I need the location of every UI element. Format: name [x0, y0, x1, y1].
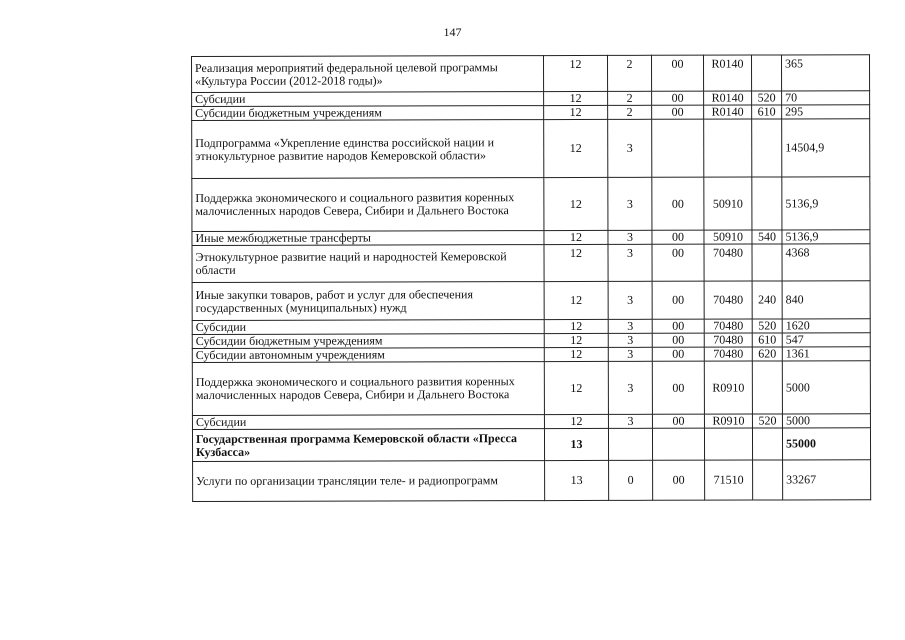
target-code: 71510 [705, 460, 753, 500]
row-name: Подпрограмма «Укрепление единства российской нации и этнокультурное развитие народов Кемеровской области» [192, 120, 544, 179]
table-row [192, 119, 870, 179]
section-code: 12 [544, 230, 608, 244]
amount: 4368 [782, 244, 870, 281]
row-name: Реализация мероприятий федеральной целевой программы «Культура России (2012-2018 годы)» [192, 56, 544, 93]
amount: 55000 [782, 428, 870, 460]
table-row [192, 230, 870, 246]
program-code: 00 [653, 460, 705, 500]
row-name: Субсидии [192, 320, 544, 335]
section-code: 12 [544, 347, 608, 361]
subsection-code: 3 [608, 347, 652, 361]
target-code: 70480 [704, 347, 752, 361]
target-code: 70480 [704, 244, 752, 281]
target-code: R0140 [704, 105, 752, 119]
row-name: Субсидии [192, 92, 544, 107]
expense-type-code [752, 119, 782, 177]
section-code: 12 [544, 55, 608, 91]
table-row [192, 55, 870, 93]
section-code: 13 [545, 460, 609, 500]
section-code: 12 [544, 91, 608, 105]
page-number: 147 [443, 25, 462, 39]
expense-type-code: 520 [752, 414, 782, 428]
subsection-code: 3 [608, 414, 652, 428]
target-code: 70480 [704, 281, 752, 319]
amount: 5136,9 [782, 230, 870, 244]
expense-type-code [751, 55, 781, 91]
expense-type-code: 520 [752, 91, 782, 105]
table-row [192, 347, 870, 363]
target-code: 50910 [704, 177, 752, 230]
table-row [192, 244, 870, 283]
subsection-code: 3 [608, 244, 652, 281]
row-name: Иные закупки товаров, работ и услуг для обеспечения государственных (муниципальных) нужд [192, 282, 544, 321]
expense-type-code [753, 460, 783, 500]
subsection-code: 0 [609, 460, 653, 500]
amount: 5000 [782, 414, 870, 428]
target-code: 70480 [704, 333, 752, 347]
row-name: Субсидии [192, 415, 544, 430]
target-code: R0140 [704, 91, 752, 105]
program-code: 00 [651, 55, 703, 91]
program-code: 00 [652, 281, 704, 319]
expense-type-code: 240 [752, 281, 782, 319]
expense-type-code: 620 [752, 347, 782, 361]
amount: 295 [782, 105, 870, 119]
budget-table [191, 54, 871, 502]
amount: 1620 [782, 319, 870, 333]
section-code: 12 [544, 361, 608, 414]
program-code [652, 119, 704, 177]
expense-type-code [752, 244, 782, 281]
expense-type-code [752, 361, 782, 414]
section-code: 12 [544, 414, 608, 428]
program-code: 00 [652, 361, 704, 414]
program-code: 00 [652, 244, 704, 281]
section-code: 12 [544, 105, 608, 119]
table-row [193, 460, 871, 502]
amount: 70 [782, 91, 870, 105]
table-row [192, 414, 870, 430]
program-code [652, 428, 704, 460]
program-code: 00 [652, 177, 704, 230]
expense-type-code [752, 428, 782, 460]
row-name: Государственная программа Кемеровской области «Пресса Кузбасса» [192, 429, 544, 462]
subsection-code: 2 [608, 105, 652, 119]
subsection-code: 2 [608, 91, 652, 105]
target-code: R0910 [704, 361, 752, 414]
row-name: Поддержка экономического и социального развития коренных малочисленных народов Севера, Сибири и Дальнего Востока [192, 362, 544, 416]
row-name: Иные межбюджетные трансферты [192, 231, 544, 246]
target-code: 70480 [704, 319, 752, 333]
subsection-code: 3 [608, 281, 652, 319]
program-code: 00 [652, 333, 704, 347]
table-row [192, 361, 870, 416]
table-row [192, 281, 870, 321]
amount: 5136,9 [782, 177, 870, 230]
amount: 1361 [782, 347, 870, 361]
section-code: 12 [544, 177, 608, 230]
subsection-code [608, 428, 652, 460]
expense-type-code: 520 [752, 319, 782, 333]
expense-type-code: 610 [752, 105, 782, 119]
table-row [192, 105, 870, 121]
table-row [192, 177, 870, 232]
section-code: 12 [544, 244, 608, 281]
program-code: 00 [652, 414, 704, 428]
subsection-code: 3 [608, 333, 652, 347]
section-code: 12 [544, 119, 608, 177]
row-name: Субсидии автономным учреждениям [192, 348, 544, 363]
section-code: 13 [544, 428, 608, 460]
subsection-code: 3 [608, 230, 652, 244]
target-code [704, 119, 752, 177]
amount: 33267 [783, 460, 871, 500]
expense-type-code: 610 [752, 333, 782, 347]
subsection-code: 3 [608, 119, 652, 177]
row-name: Субсидии бюджетным учреждениям [192, 334, 544, 349]
program-code: 00 [652, 230, 704, 244]
row-name: Субсидии бюджетным учреждениям [192, 106, 544, 121]
row-name: Услуги по организации трансляции теле- и радиопрограмм [193, 461, 545, 502]
amount: 14504,9 [782, 119, 870, 177]
subsection-code: 3 [608, 361, 652, 414]
expense-type-code [752, 177, 782, 230]
target-code [704, 428, 752, 460]
row-name: Этнокультурное развитие наций и народностей Кемеровской области [192, 245, 544, 283]
subsection-code: 3 [608, 319, 652, 333]
target-code: R0910 [704, 414, 752, 428]
target-code: 50910 [704, 230, 752, 244]
expense-type-code: 540 [752, 230, 782, 244]
amount: 5000 [782, 361, 870, 414]
table-row [192, 428, 870, 462]
section-code: 12 [544, 319, 608, 333]
amount: 547 [782, 333, 870, 347]
row-name: Поддержка экономического и социального развития коренных малочисленных народов Севера, Сибири и Дальнего Востока [192, 178, 544, 232]
program-code: 00 [652, 105, 704, 119]
target-code: R0140 [703, 55, 751, 91]
subsection-code: 2 [607, 55, 651, 91]
amount: 840 [782, 281, 870, 319]
program-code: 00 [652, 91, 704, 105]
program-code: 00 [652, 347, 704, 361]
section-code: 12 [544, 333, 608, 347]
amount: 365 [781, 55, 869, 91]
subsection-code: 3 [608, 177, 652, 230]
program-code: 00 [652, 319, 704, 333]
section-code: 12 [544, 281, 608, 319]
